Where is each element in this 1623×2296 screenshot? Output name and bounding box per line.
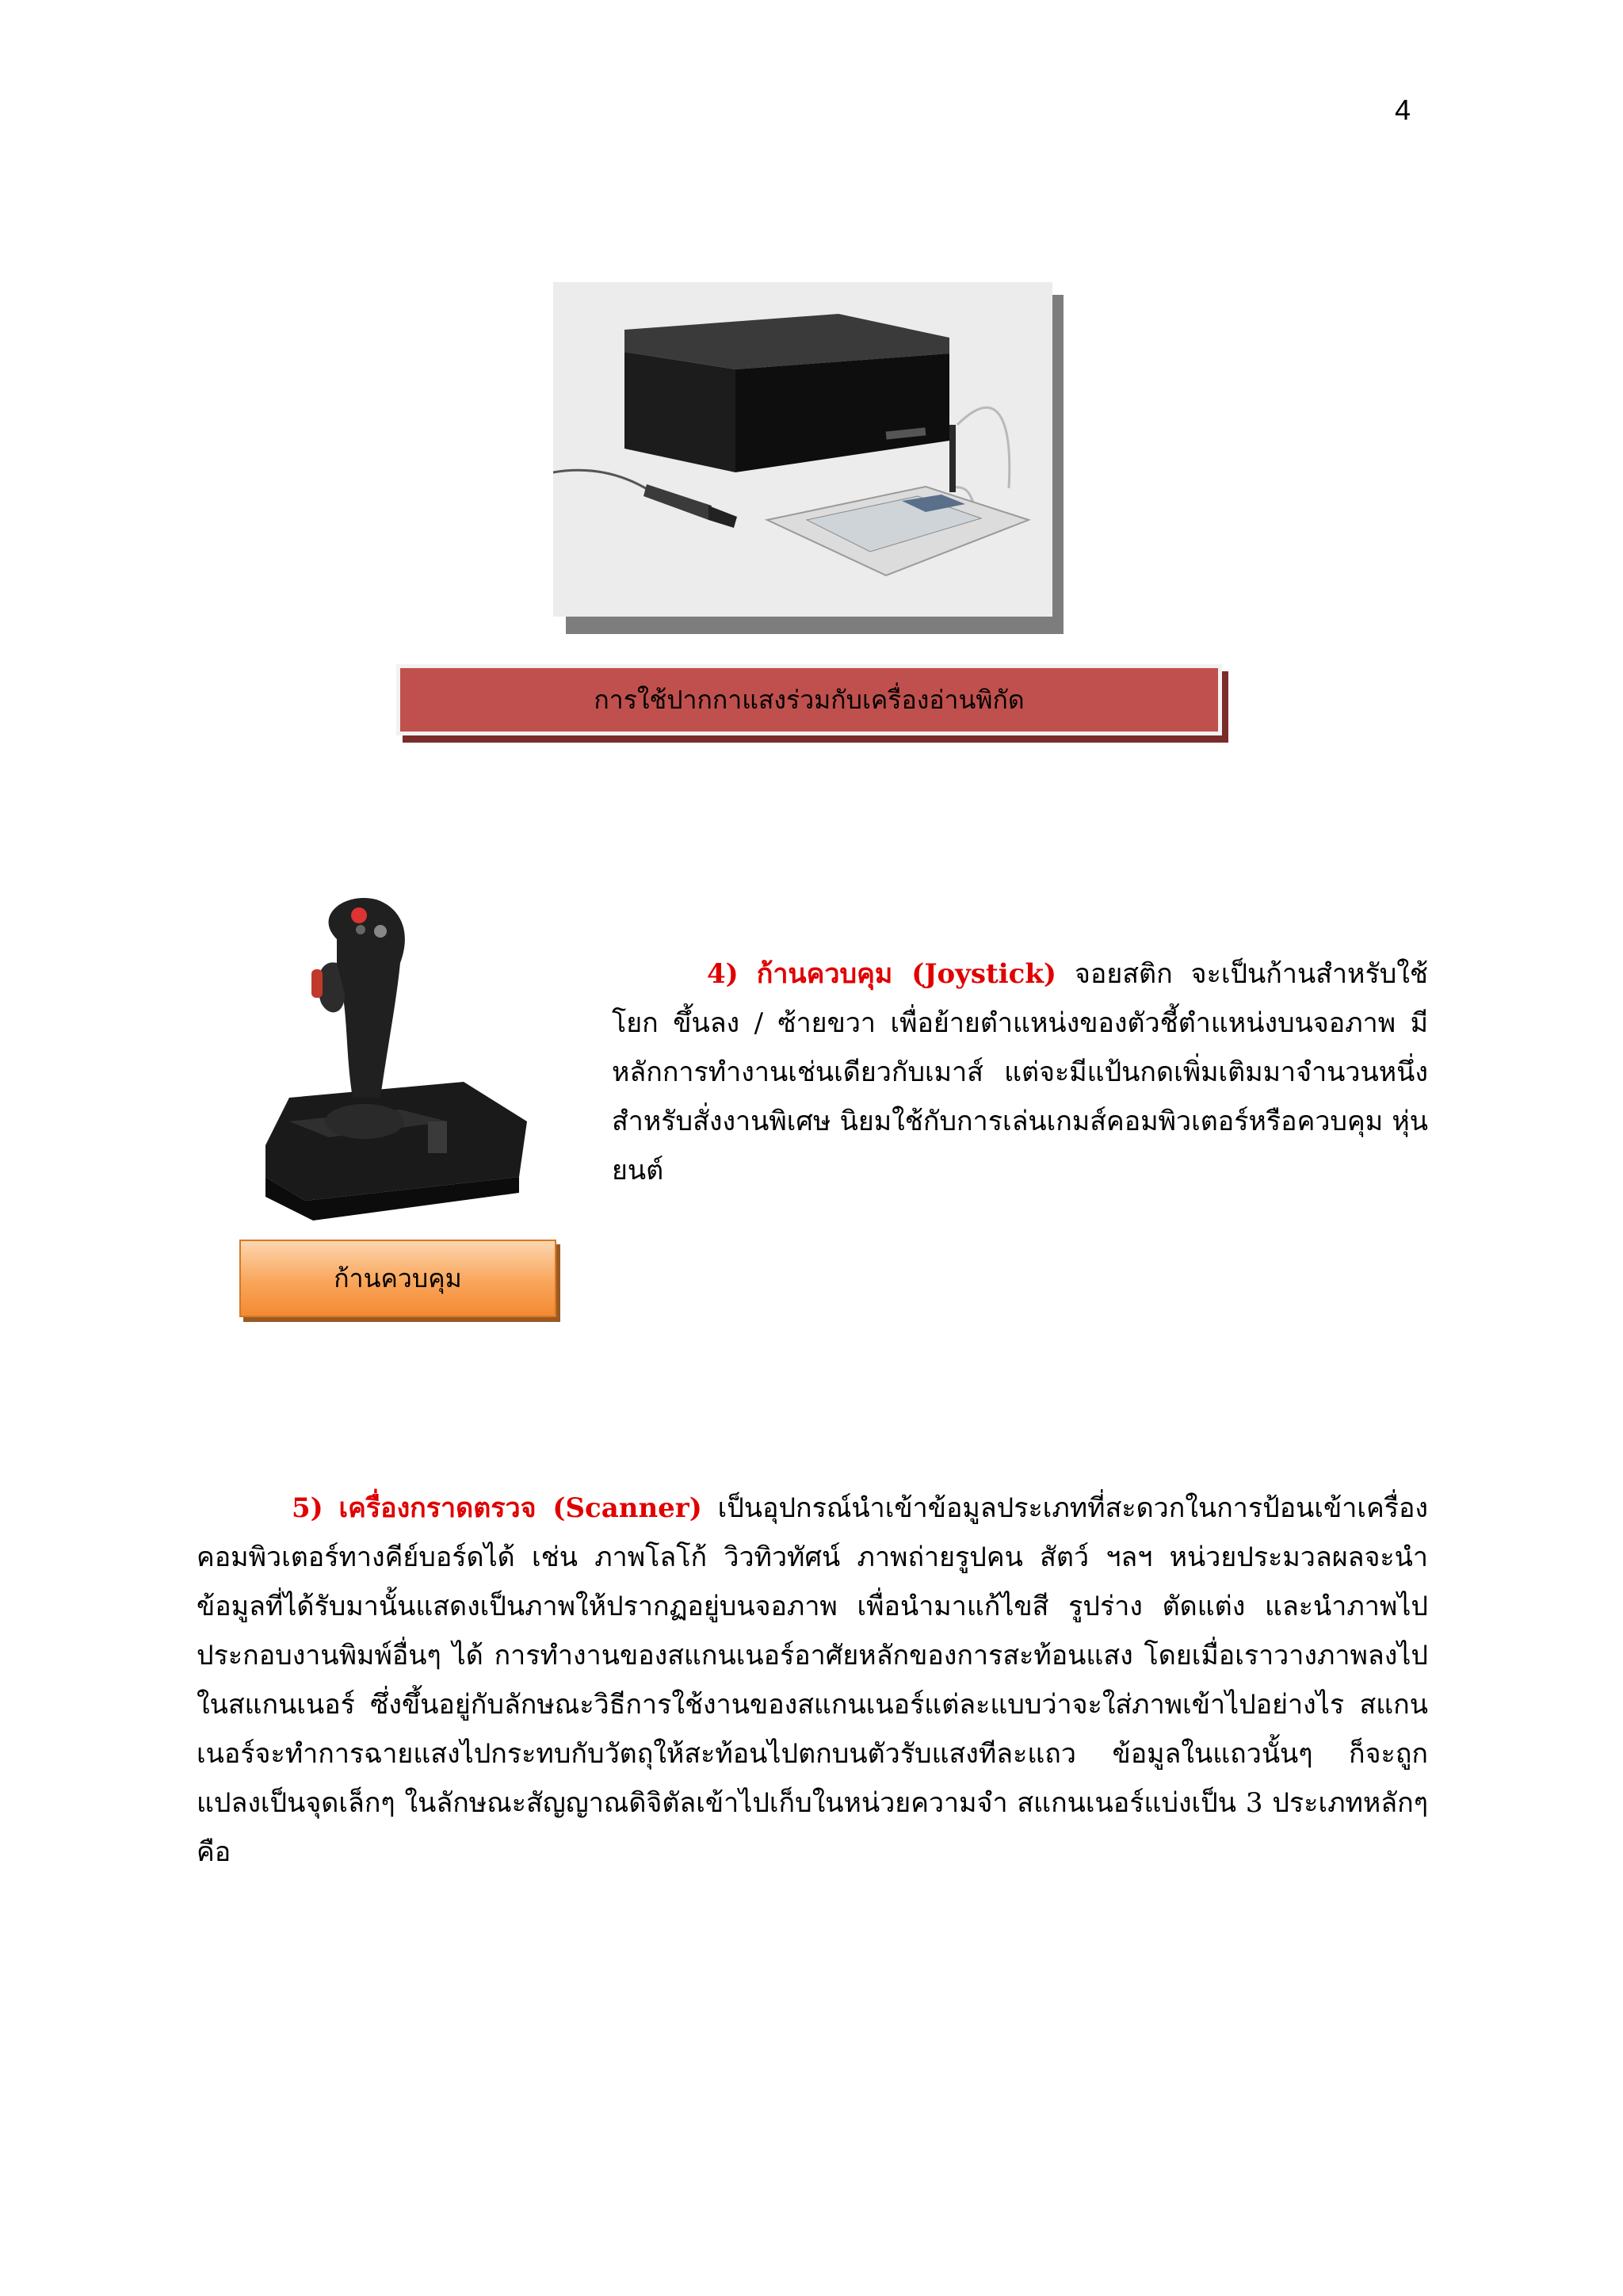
- light-pen-digitizer-image: [553, 282, 1052, 617]
- light-pen-digitizer-illustration: [553, 282, 1052, 617]
- page-number: 4: [1395, 94, 1411, 126]
- figure1-caption: การใช้ปากกาแสงร่วมกับเครื่องอ่านพิกัด: [396, 664, 1222, 735]
- joystick-heading-number: 4): [707, 958, 739, 990]
- scanner-heading-title: เครื่องกราดตรวจ (Scanner): [338, 1492, 702, 1524]
- scanner-paragraph: [197, 1484, 1428, 1877]
- joystick-body: จอยสติก จะเป็นก้านสำหรับใช้โยก ขึ้นลง / ซ้ายขวา เพื่อย้ายตำแหน่งของตัวชี้ตำแหน่งบนจอภาพ มี หลักการทำงานเช่นเดียวกับเมาส์ แต่จะมีแป้นกดเพิ่มเติมมาจำนวนหนึ่ง สำหรับสั่งงานพิเศษ นิยมใช้กับการเล่นเกมส์คอมพิวเตอร์หรือควบคุม หุ่นยนต์: [612, 958, 1428, 1186]
- scanner-heading-number: 5): [292, 1492, 323, 1524]
- joystick-paragraph: [612, 949, 1428, 1195]
- joystick-heading-title: ก้านควบคุม (Joystick): [756, 958, 1056, 990]
- joystick-caption: ก้านควบคุม: [239, 1240, 556, 1317]
- scanner-body: เป็นอุปกรณ์นำเข้าข้อมูลประเภทที่สะดวกในการป้อนเข้าเครื่อง คอมพิวเตอร์ทางคีย์บอร์ดได้ เช่น ภาพโลโก้ วิวทิวทัศน์ ภาพถ่ายรูปคน สัตว์ ฯลฯ หน่วยประมวลผลจะนำข้อมูลที่ได้รับมานั้นแสดงเป็นภาพให้ปรากฏอยู่บนจอภาพ เพื่อนำมาแก้ไขสี รูปร่าง ตัดแต่ง และนำภาพไปประกอบงานพิมพ์อื่นๆ ได้ การทำงานของสแกนเนอร์อาศัยหลักของการสะท้อนแสง โดยเมื่อเราวางภาพลงไปในสแกนเนอร์ ซึ่งขึ้นอยู่กับลักษณะวิธีการใช้งานของสแกนเนอร์แต่ละแบบว่าจะใส่ภาพเข้าไปอย่างไร สแกนเนอร์จะทำการฉายแสงไปกระทบกับวัตถุให้สะท้อนไปตกบนตัวรับแสงทีละแถว ข้อมูลในแถวนั้นๆ ก็จะถูกแปลงเป็นจุดเล็กๆ ในลักษณะสัญญาณดิจิตัลเข้าไปเก็บในหน่วยความจำ สแกนเนอร์แบ่งเป็น 3 ประเภทหลักๆ คือ: [197, 1492, 1428, 1868]
- joystick-image: [242, 884, 559, 1232]
- joystick-illustration: [242, 884, 559, 1232]
